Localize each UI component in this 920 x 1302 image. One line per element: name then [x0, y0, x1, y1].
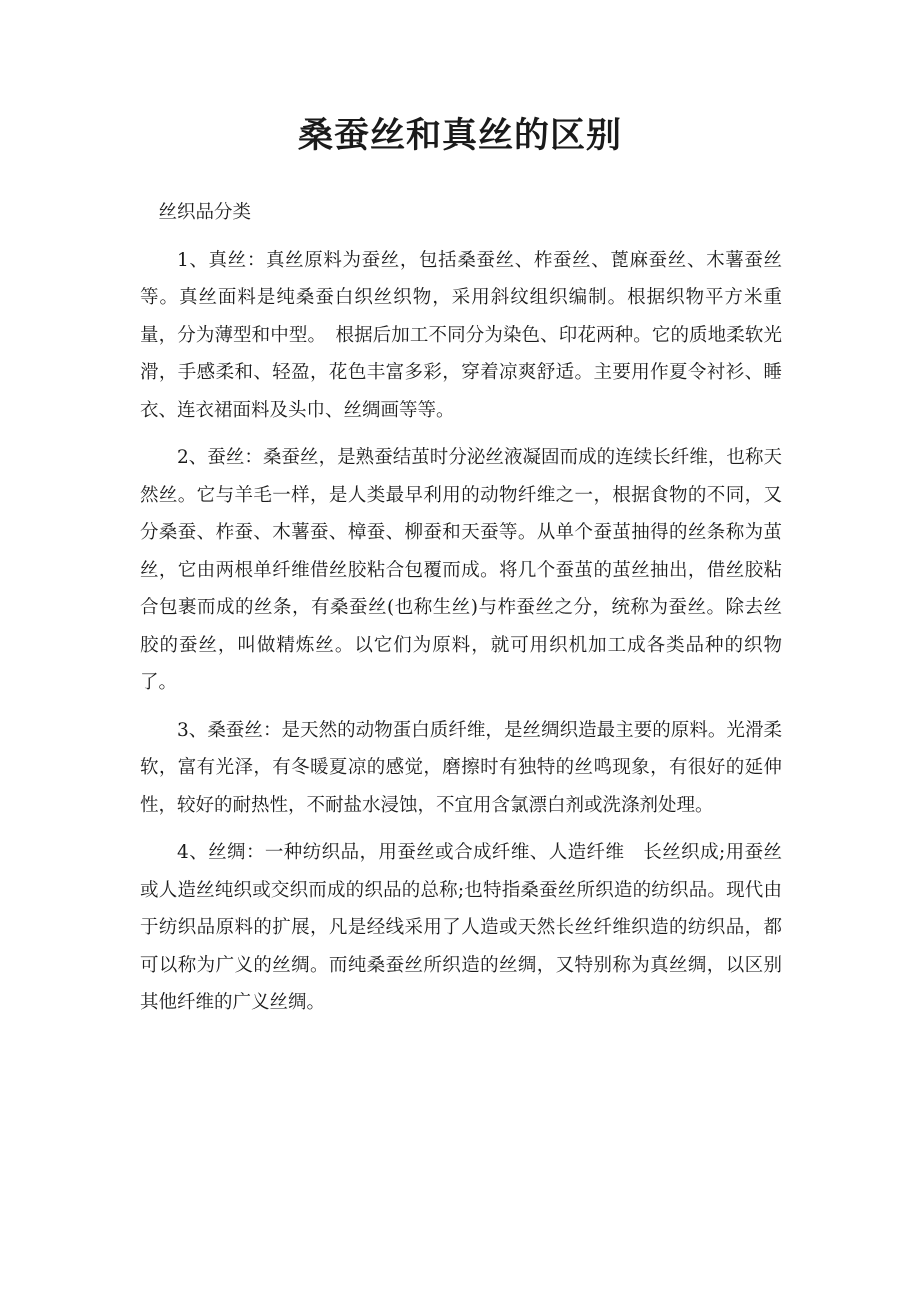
paragraph-silkworm-silk: 2、蚕丝：桑蚕丝，是熟蚕结茧时分泌丝液凝固而成的连续长纤维，也称天然丝。它与羊毛一样，是人类最早利用的动物纤维之一，根据食物的不同，又分桑蚕、柞蚕、木薯蚕、樟蚕、柳蚕和天蚕等。从单个蚕茧抽得的丝条称为茧丝，它由两根单纤维借丝胶粘合包覆而成。将几个蚕茧的茧丝抽出，借丝胶粘合包裹而成的丝条，有桑蚕丝(也称生丝)与柞蚕丝之分，统称为蚕丝。除去丝胶的蚕丝，叫做精炼丝。以它们为原料，就可用织机加工成各类品种的织物了。 [140, 447, 782, 693]
document-title: 桑蚕丝和真丝的区别 [297, 115, 622, 156]
paragraph-silk-fabric: 4、丝绸：一种纺织品，用蚕丝或合成纤维、人造纤维 长丝织成;用蚕丝或人造丝纯织或交织而成的织品的总称;也特指桑蚕丝所织造的纺织品。现代由于纺织品原料的扩展，凡是经线采用了人造或天然长丝纤维织造的纺织品，都可以称为广义的丝绸。而纯桑蚕丝所织造的丝绸，又特别称为真丝绸，以区别其他纤维的广义丝绸。 [140, 842, 782, 1013]
paragraph-silk: 1、真丝：真丝原料为蚕丝，包括桑蚕丝、柞蚕丝、蓖麻蚕丝、木薯蚕丝等。真丝面料是纯桑蚕白织丝织物，采用斜纹组织编制。根据织物平方米重量，分为薄型和中型。 根据后加工不同分为染色、印花两种。它的质地柔软光滑，手感柔和、轻盈，花色丰富多彩，穿着凉爽舒适。主要用作夏令衬衫、睡衣、连衣裙面料及头巾、丝绸画等等。 [140, 249, 782, 421]
paragraph-mulberry-silk: 3、桑蚕丝：是天然的动物蛋白质纤维，是丝绸织造最主要的原料。光滑柔软，富有光泽，有冬暖夏凉的感觉，磨擦时有独特的丝鸣现象，有很好的延伸性，较好的耐热性，不耐盐水浸蚀，不宜用含氯漂白剂或洗涤剂处理。 [140, 719, 782, 816]
section-subheading: 丝织品分类 [158, 202, 252, 223]
document-body [140, 194, 782, 1032]
